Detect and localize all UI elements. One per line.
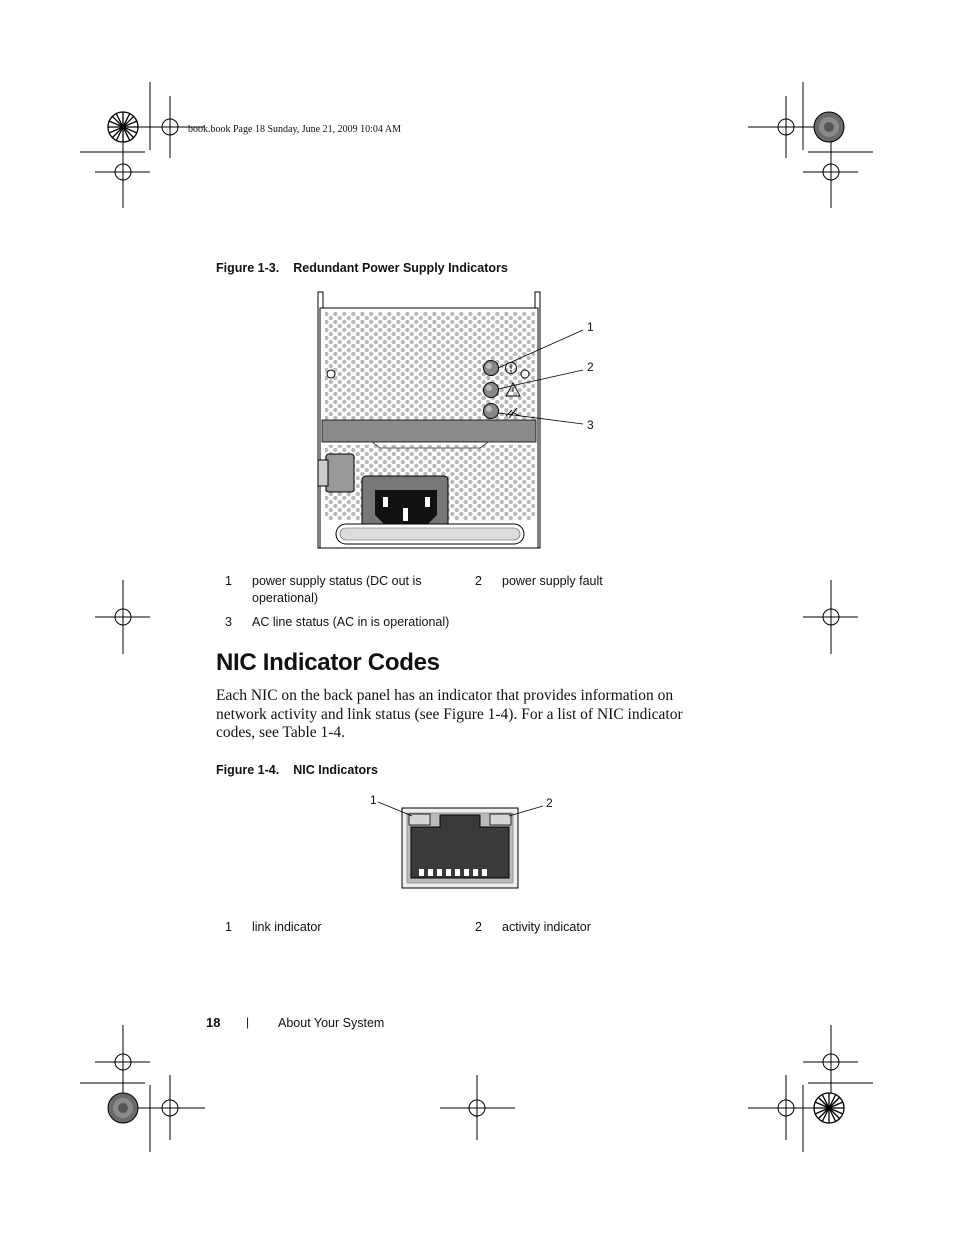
legend-text-3: AC line status (AC in is operational): [252, 615, 450, 629]
activity-indicator-led: [490, 814, 511, 825]
figure-1-4-title: NIC Indicators: [293, 763, 378, 777]
figure-1-3-label: Figure 1-3.: [216, 261, 280, 275]
legend-text-2: power supply fault: [502, 574, 603, 588]
nic-callout-2: 2: [546, 796, 553, 810]
legend-num-2: 2: [475, 574, 482, 588]
callout-2: 2: [587, 360, 594, 374]
body-paragraph: Each NIC on the back panel has an indicator that provides information on network activity and link status (see Figure 1-4). For a list of NIC indicator codes, see Table 1-4.: [216, 687, 683, 741]
nic-legend-num-2: 2: [475, 920, 482, 934]
section-heading: NIC Indicator Codes: [216, 649, 440, 676]
figure-1-3-title: Redundant Power Supply Indicators: [293, 261, 508, 275]
legend-text-1: power supply status (DC out is operational): [252, 574, 422, 605]
legend-num-1: 1: [225, 574, 232, 588]
link-indicator-led: [409, 814, 430, 825]
figure-1-4-label: Figure 1-4.: [216, 763, 280, 777]
footer-section-name: About Your System: [278, 1016, 385, 1030]
page-number: 18: [206, 1015, 221, 1030]
nic-legend-text-2: activity indicator: [502, 920, 591, 934]
legend-num-3: 3: [225, 615, 232, 629]
callout-3: 3: [587, 418, 594, 432]
nic-legend-num-1: 1: [225, 920, 232, 934]
footer-separator: |: [246, 1015, 250, 1029]
print-header: book.book Page 18 Sunday, June 21, 2009 10:04 AM: [188, 124, 401, 135]
callout-1: 1: [587, 320, 594, 334]
nic-legend-text-1: link indicator: [252, 920, 322, 934]
nic-callout-1: 1: [370, 793, 377, 807]
